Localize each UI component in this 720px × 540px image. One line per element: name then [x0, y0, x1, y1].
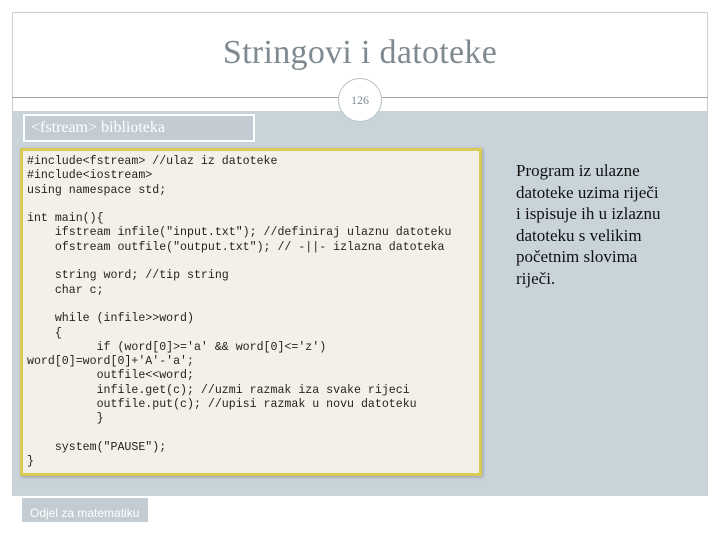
- code-line: while (infile>>word): [27, 312, 194, 326]
- page-number-badge: 126: [338, 78, 382, 122]
- description-line: riječi.: [516, 268, 556, 288]
- code-line: #include<iostream>: [27, 169, 153, 183]
- description-line: i ispisuje ih u izlaznu: [516, 204, 661, 223]
- code-line: ifstream infile("input.txt"); //definiraj ulaznu datoteku: [27, 226, 452, 240]
- code-line: outfile<<word;: [27, 369, 194, 383]
- code-line: [27, 198, 479, 212]
- code-line: string word; //tip string: [27, 269, 229, 283]
- code-line: if (word[0]>='a' && word[0]<='z'): [27, 340, 327, 354]
- slide-title: Stringovi i datoteke: [222, 34, 498, 71]
- code-line: char c;: [27, 283, 104, 297]
- description-line: datoteku s velikim: [516, 225, 642, 245]
- description-line: datoteke uzima riječi: [516, 182, 659, 202]
- code-line: }: [27, 455, 34, 469]
- code-line: #include<fstream> //ulaz iz datoteke: [27, 155, 278, 168]
- code-line: {: [27, 326, 62, 340]
- code-line: [27, 298, 479, 312]
- description-text: [516, 160, 698, 289]
- section-subheading: <fstream> biblioteka: [23, 114, 255, 142]
- code-line: int main(){: [27, 212, 104, 226]
- code-line: }: [27, 412, 104, 426]
- footer-label: Odjel za matematiku: [30, 506, 140, 520]
- code-listing: [20, 148, 482, 476]
- code-line: outfile.put(c); //upisi razmak u novu datoteku: [27, 398, 417, 412]
- code-line: system("PAUSE");: [27, 440, 167, 454]
- description-line: Program iz ulazne: [516, 161, 640, 180]
- code-line: ofstream outfile("output.txt"); // -||- izlazna datoteka: [27, 240, 445, 254]
- description-line: početnim slovima: [516, 247, 638, 266]
- code-line: infile.get(c); //uzmi razmak iza svake rijeci: [27, 383, 410, 397]
- code-line: [27, 427, 479, 441]
- code-line: [27, 255, 479, 269]
- code-line: word[0]=word[0]+'A'-'a';: [27, 355, 194, 369]
- code-line: using namespace std;: [27, 183, 167, 197]
